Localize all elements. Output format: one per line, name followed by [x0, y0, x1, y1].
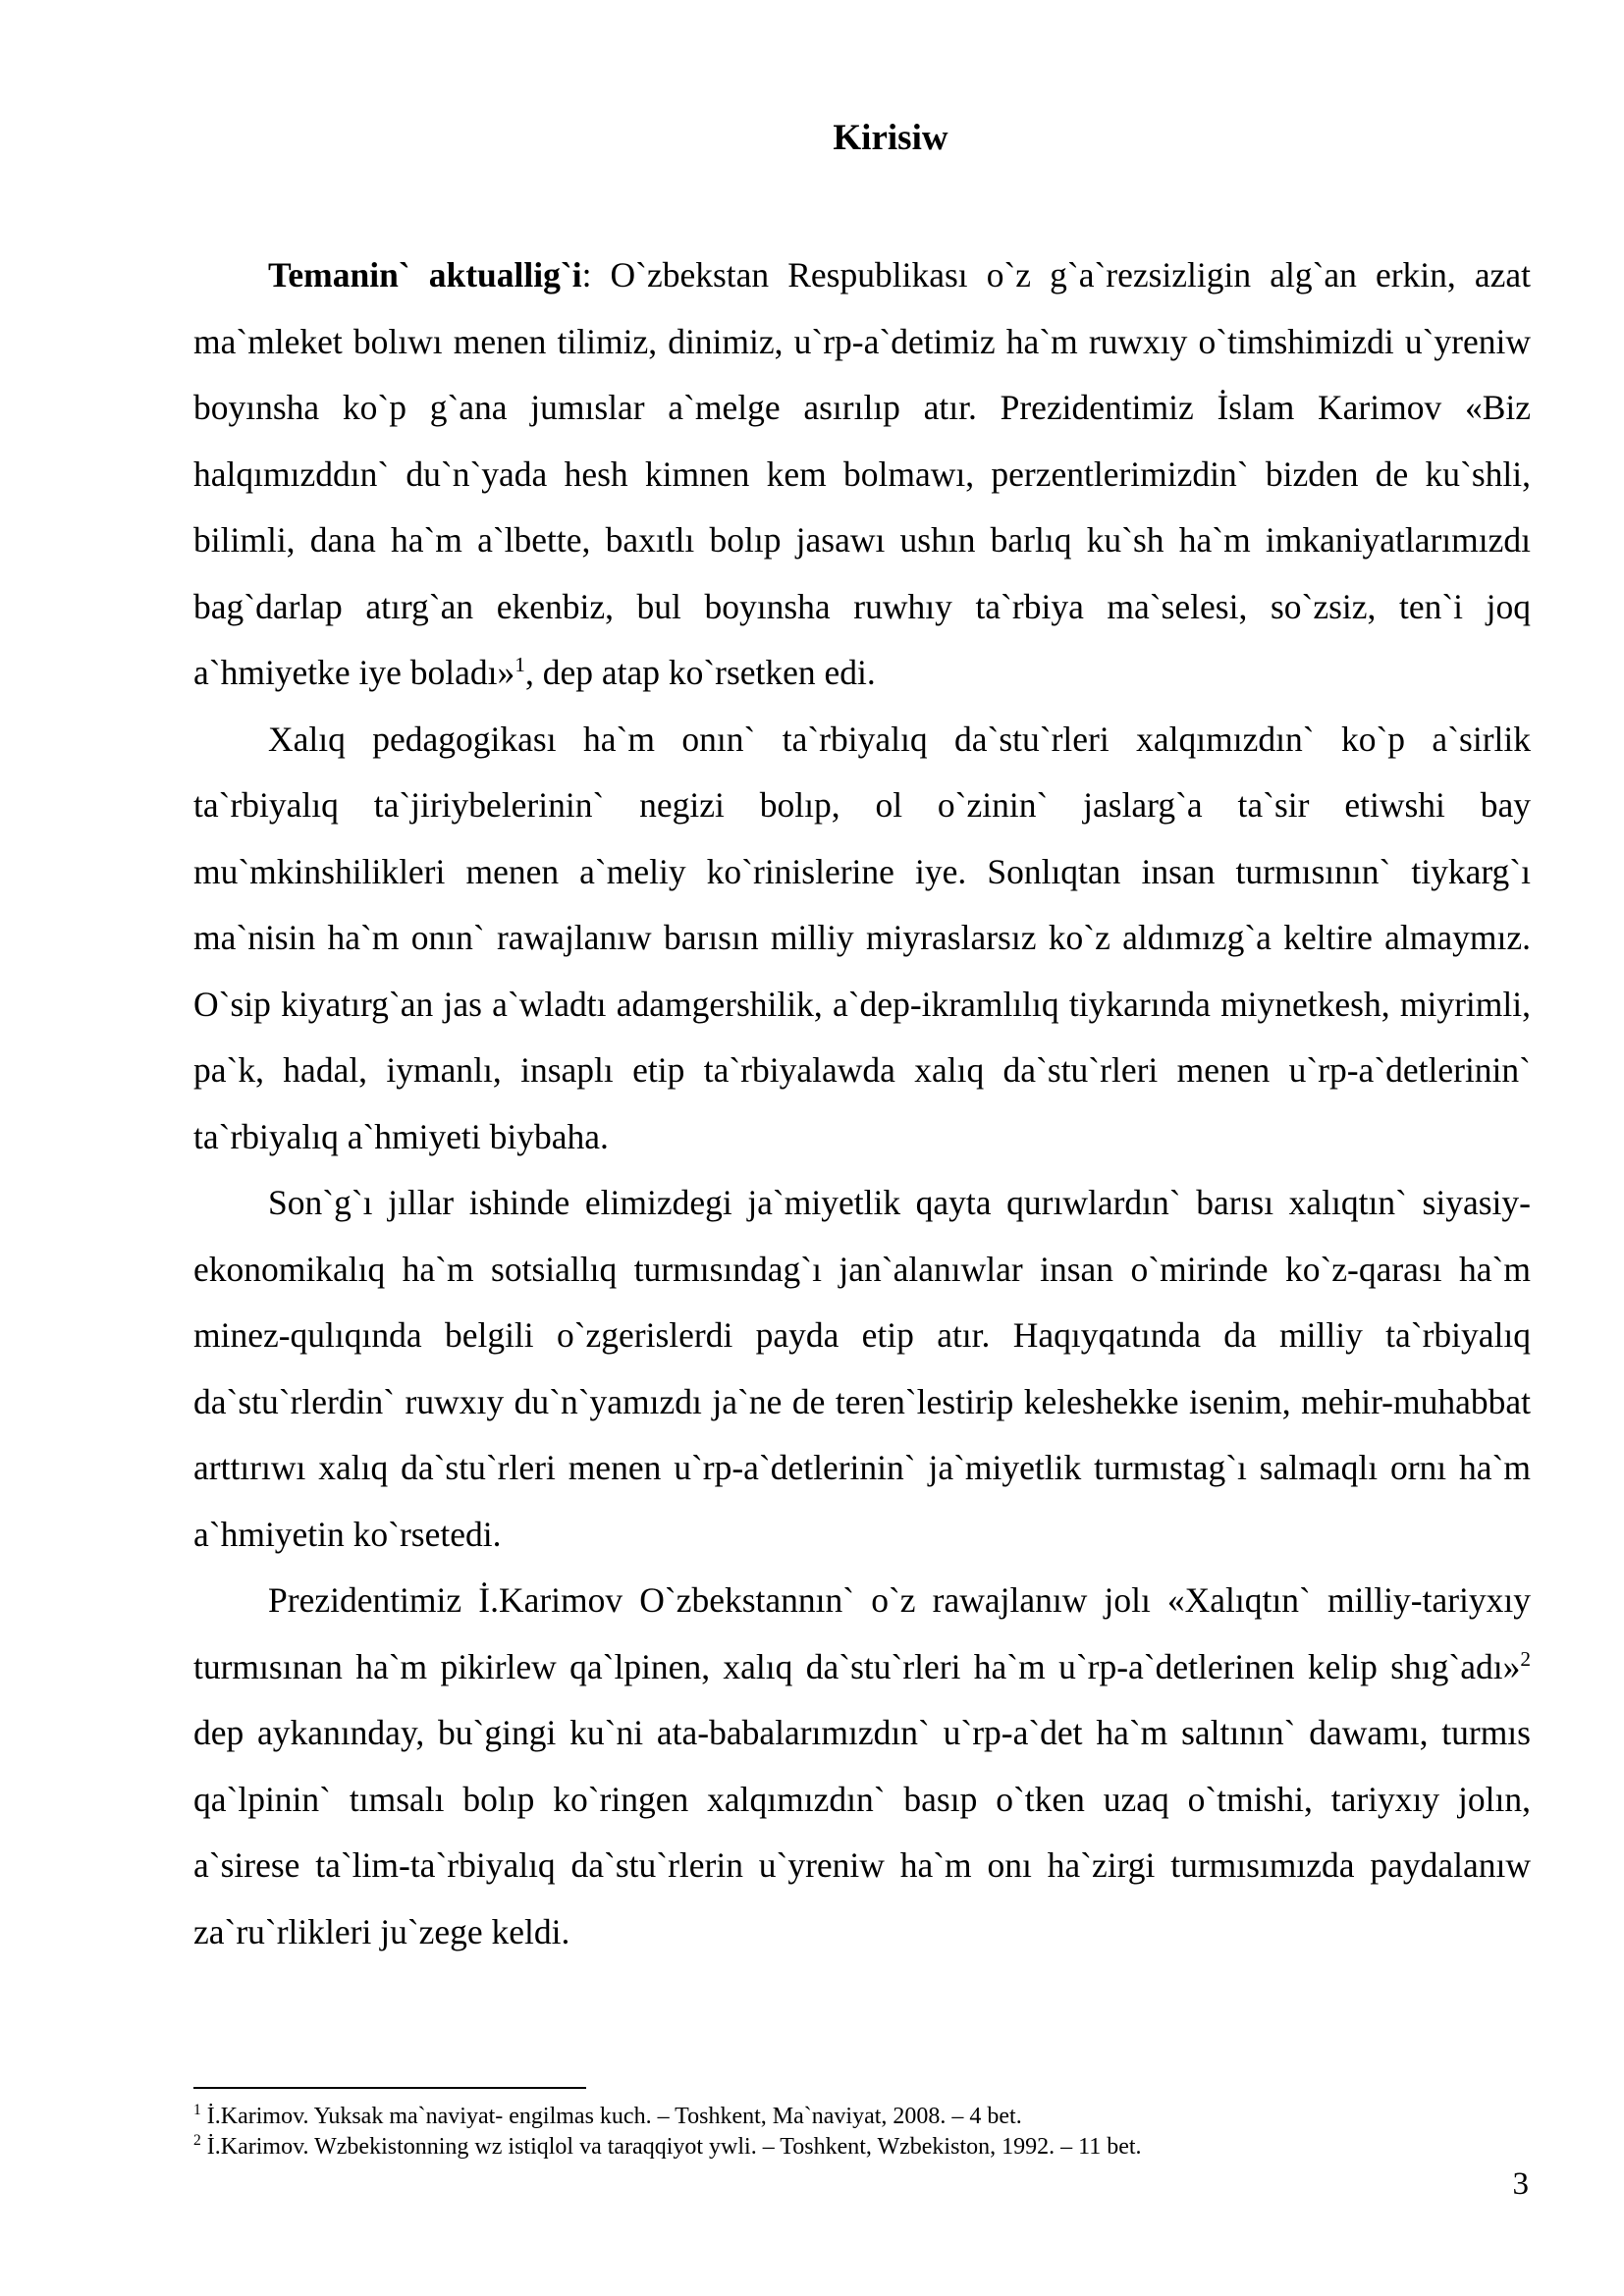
footnote-separator: [193, 2087, 586, 2089]
paragraph-topic-relevance: [193, 242, 1531, 707]
footnote-mark: 2: [193, 2132, 201, 2149]
footnote-item: [193, 2102, 1531, 2132]
paragraph-recent-years: Son`g`ı jıllar ishinde elimizdegi ja`miyetlik qayta qurıwlardın` barısı xalıqtın` siyasiy-ekonomikalıq ha`m sotsiallıq turmısındag`ı jan`alanıwlar insan o`mirinde ko`z-qarası ha`m minez-qulıqında belgili o`zgerislerdi payda etip atır. Haqıyqatında da milliy ta`rbiyalıq da`stu`rlerdin` ruwxıy du`n`yamızdı ja`ne de teren`lestirip keleshekke isenim, mehir-muhabbat arttırıwı xalıq da`stu`rleri menen u`rp-a`detlerinin` ja`miyetlik turmıstag`ı salmaqlı ornı ha`m a`hmiyetin ko`rsetedi.: [193, 1183, 1531, 1554]
paragraph-lead: Temanin` aktuallig`i: [268, 255, 582, 294]
footnote-item: [193, 2132, 1531, 2163]
footnote-mark: 1: [193, 2102, 201, 2118]
footnote-ref-1[interactable]: 1: [514, 653, 525, 677]
body-text: [193, 242, 1531, 1965]
footnote-ref-2[interactable]: 2: [1520, 1646, 1531, 1671]
footnote-text: İ.Karimov. Wzbekistonning wz istiqlol va taraqqiyot ywli. – Toshkent, Wzbekiston, 1992. – 11 bet.: [200, 2134, 1142, 2160]
paragraph-folk-pedagogy: Xalıq pedagogikası ha`m onın` ta`rbiyalıq da`stu`rleri xalqımızdın` ko`p a`sirlik ta`rbiyalıq ta`jiriybelerinin` negizi bolıp, ol o`zinin` jaslarg`a ta`sir etiwshi bay mu`mkinshilikleri menen a`meliy ko`rinislerine iye. Sonlıqtan insan turmısının` tiykarg`ı ma`nisin ha`m onın` rawajlanıw barısın milliy miyraslarsız ko`z aldımızg`a keltire almaymız. O`sip kiyatırg`an jas a`wladtı adamgershilik, a`dep-ikramlılıq tiykarında miynetkesh, miyrimli, pa`k, hadal, iymanlı, insaplı etip ta`rbiyalawda xalıq da`stu`rleri menen u`rp-a`detlerinin` ta`rbiyalıq a`hmiyeti biybaha.: [193, 719, 1531, 1156]
paragraph-text: Prezidentimiz İ.Karimov O`zbekstannın` o`z rawajlanıw jolı «Xalıqtın` milliy-tariyxıy turmısınan ha`m pikirlew qa`lpinen, xalıq da`stu`rleri ha`m u`rp-a`detlerinen kelip shıg`adı»: [193, 1580, 1531, 1686]
paragraph-text: : O`zbekstan Respublikası o`z g`a`rezsizligin alg`an erkin, azat ma`mleket bolıwı menen tilimiz, dinimiz, u`rp-a`detimiz ha`m ruwxıy o`timshimizdi u`yreniw boyınsha ko`p g`ana jumıslar a`melge asırılıp atır. Prezidentimiz İslam Karimov «Biz halqımızddın` du`n`yada hesh kimnen kem bolmawı, perzentlerimizdin` bizden de ku`shli, bilimli, dana ha`m a`lbette, baxıtlı bolıp jasawı ushın barlıq ku`sh ha`m imkaniyatlarımızdı bag`darlap atırg`an ekenbiz, bul boyınsha ruwhıy ta`rbiya ma`selesi, so`zsiz, ten`i joq a`hmiyetke iye boladı»: [193, 255, 1531, 692]
paragraph-text-continued: dep aykanınday, bu`gingi ku`ni ata-babalarımızdın` u`rp-a`det ha`m saltının` dawamı, turmıs qa`lpinin` tımsalı bolıp ko`ringen xalqımızdın` basıp o`tken uzaq o`tmishi, tariyxıy jolın, a`sirese ta`lim-ta`rbiyalıq da`stu`rlerin u`yreniw ha`m onı ha`zirgi turmısımızda paydalanıw za`ru`rlikleri ju`zege keldi.: [193, 1713, 1531, 1951]
footnote-text: İ.Karimov. Yuksak ma`naviyat- engilmas kuch. – Toshkent, Ma`naviyat, 2008. – 4 bet.: [200, 2104, 1022, 2129]
page-title: Kirisiw: [833, 118, 948, 158]
paragraph-text-continued: , dep atap ko`rsetken edi.: [524, 653, 876, 692]
page-number: 3: [1512, 2166, 1529, 2202]
footnotes: [193, 2102, 1531, 2163]
paragraph-president-quote: [193, 1568, 1531, 1965]
